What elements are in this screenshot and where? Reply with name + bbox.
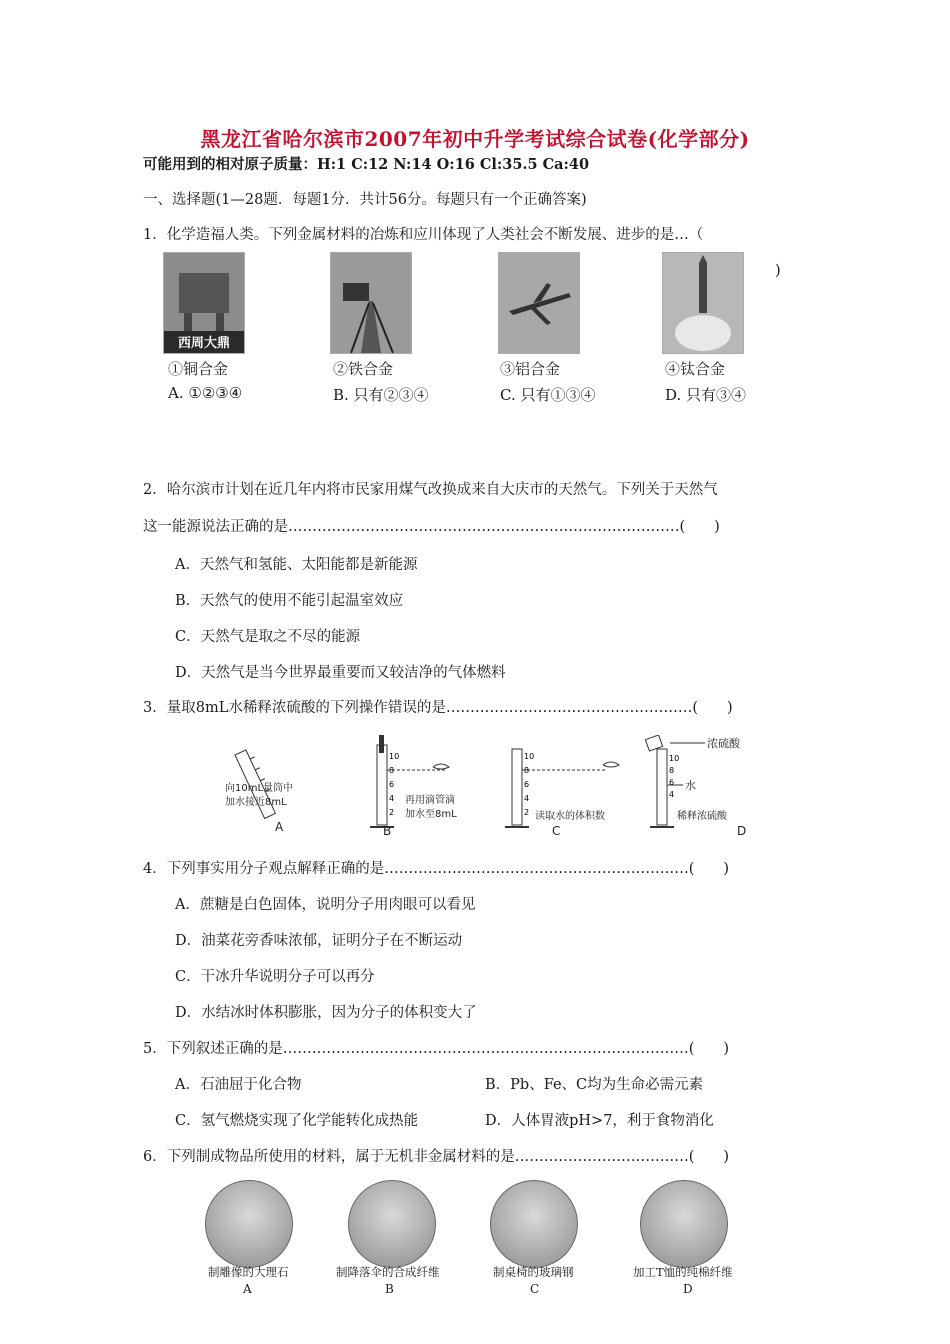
q1-option-c: C. 只有①③④	[500, 386, 596, 404]
q2-text-line1: 2．哈尔滨市计划在近几年内将市民家用煤气改换成来自大庆市的天然气。下列关于天然气	[143, 482, 718, 498]
q5-option-d: D．人体胃液pH>7，利于食物消化	[485, 1113, 714, 1129]
q2-text-line2: 这一能源说法正确的是………………………………………………………………………( )	[143, 519, 720, 535]
fig-a-label-line2: 加水接近8mL	[225, 797, 287, 808]
q6-caption-a: 制雕像的大理石	[208, 1265, 289, 1279]
section-heading: 一、选择题(1—28题．每题1分．共计56分。每题只有一个正确答案)	[143, 192, 587, 208]
atomic-masses: 可能用到的相对原子质量：H:1 C:12 N:14 O:16 Cl:35.5 Ca:40	[143, 156, 590, 173]
parachute-image	[348, 1180, 436, 1268]
fig-a-letter: A	[275, 820, 284, 834]
q6-letter-c: C	[530, 1282, 540, 1296]
fig-c-tick-8: 8	[524, 766, 530, 775]
rocket-image	[662, 252, 744, 354]
q4-text: 4．下列事实用分子观点解释正确的是………………………………………………………( )	[143, 861, 730, 877]
q6-letter-a: A	[243, 1282, 252, 1296]
q1-option-b: B. 只有②③④	[333, 386, 429, 404]
q6-letter-b: B	[385, 1282, 394, 1296]
fig-b-tick-2: 2	[389, 808, 395, 817]
q1-option-d: D. 只有③④	[665, 386, 747, 404]
q3-text: 3．量取8mL水稀释浓硫酸的下列操作错误的是……………………………………………( )	[143, 700, 733, 716]
fig-d-tick-10: 10	[669, 754, 680, 763]
fig-b-tick-6: 6	[389, 780, 395, 789]
fig-b-tick-4: 4	[389, 794, 395, 803]
image-sign-text: 西周大鼎	[177, 336, 230, 351]
q4-option-a: A．蔗糖是白色固体，说明分子用肉眼可以看见	[175, 897, 476, 913]
fig-b-tick-8: 8	[389, 766, 395, 775]
q5-text: 5．下列叙述正确的是…………………………………………………………………………( )	[143, 1041, 730, 1057]
q2-option-b: B．天然气的使用不能引起温室效应	[175, 593, 404, 609]
q6-text: 6．下列制成物品所使用的材料，属于无机非金属材料的是………………………………( )	[143, 1149, 730, 1165]
desk-chair-image	[490, 1180, 578, 1268]
q5-option-b: B．Pb、Fe、C均为生命必需元素	[485, 1077, 704, 1093]
fig-b-label-line2: 加水至8mL	[405, 809, 457, 820]
fig-c-tick-4: 4	[524, 794, 530, 803]
tshirt-image	[640, 1180, 728, 1268]
train-image	[330, 252, 412, 354]
q5-option-c: C．氢气燃烧实现了化学能转化成热能	[175, 1113, 419, 1129]
q1-text: 1．化学造福人类。下列金属材料的冶炼和应川体现了人类社会不断发展、进步的是…（	[143, 227, 704, 243]
fig-d-tick-8: 8	[669, 766, 675, 775]
q6-letter-d: D	[683, 1282, 693, 1296]
fig-b-tick-10: 10	[389, 752, 400, 761]
fig-d-tick-4: 4	[669, 790, 675, 799]
q6-caption-d: 加工T恤的纯棉纤维	[633, 1265, 733, 1279]
q1-caption-2: ②铁合金	[333, 360, 394, 378]
q6-caption-c: 制桌椅的玻璃钢	[493, 1265, 574, 1279]
q4-option-b: D．油菜花旁香味浓郁，证明分子在不断运动	[175, 933, 463, 949]
fig-c-letter: C	[552, 824, 561, 835]
q1-caption-1: ①铜合金	[168, 360, 229, 378]
fig-d-tick-6: 6	[669, 778, 675, 787]
marble-statue-image	[205, 1180, 293, 1268]
bronze-cauldron-image	[163, 252, 245, 354]
q1-close-paren: )	[775, 263, 781, 279]
fig-d-water-label: 水	[685, 779, 696, 792]
fig-c-tick-2: 2	[524, 808, 530, 817]
fig-c-tick-6: 6	[524, 780, 530, 789]
q4-option-c: C．干冰升华说明分子可以再分	[175, 969, 375, 985]
q5-option-a: A．石油屈于化合物	[175, 1077, 302, 1093]
fig-a-label-line1: 向10mL量筒中	[225, 783, 294, 794]
q1-caption-4: ④钛合金	[665, 360, 726, 378]
q2-option-d: D．天然气是当今世界最重要而又较洁净的气体燃料	[175, 665, 506, 681]
q1-caption-3: ③铝合金	[500, 360, 561, 378]
fig-d-acid-label: 浓硫酸	[707, 737, 740, 750]
fig-b-letter: B	[383, 824, 392, 835]
q2-option-a: A．天然气和氢能、太阳能都是新能源	[175, 557, 418, 573]
q2-option-c: C．天然气是取之不尽的能源	[175, 629, 361, 645]
fig-c-label: 读取水的体积数	[535, 811, 605, 822]
q1-option-a: A. ①②③④	[168, 384, 243, 402]
q6-caption-b: 制降落伞的合成纤维	[336, 1265, 440, 1279]
q3-figure	[205, 735, 775, 835]
fig-d-label: 稀释浓硫酸	[677, 811, 727, 822]
airplane-image	[498, 252, 580, 354]
exam-title: 黑龙江省哈尔滨市2007年初中升学考试综合试卷(化学部分)	[200, 127, 750, 151]
q4-option-d: D．水结冰时体积膨胀，因为分子的体积变大了	[175, 1005, 477, 1021]
fig-d-letter: D	[737, 824, 747, 835]
fig-b-label-line1: 再用滴管滴	[405, 795, 455, 806]
fig-c-tick-10: 10	[524, 752, 535, 761]
